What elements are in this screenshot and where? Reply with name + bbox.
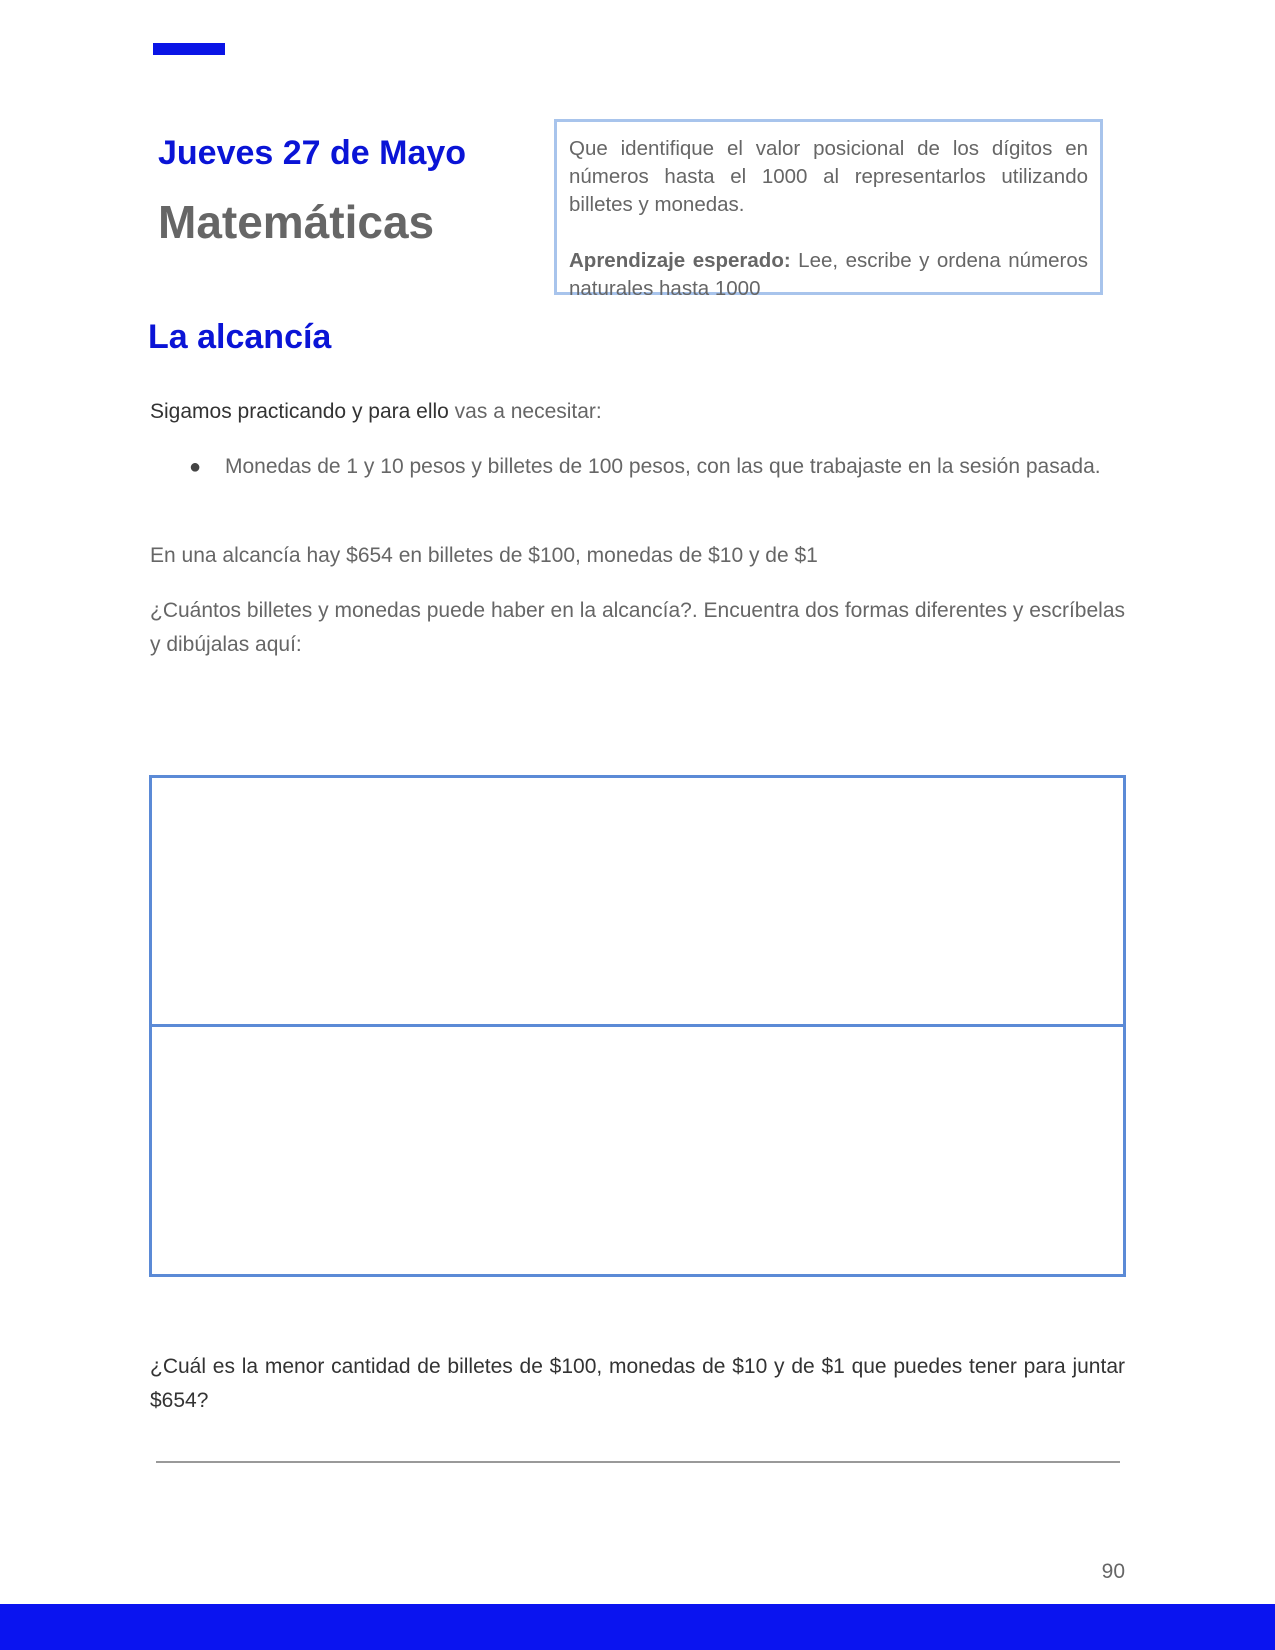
expected-learning-label: Aprendizaje esperado: <box>569 249 791 272</box>
top-accent-bar <box>153 43 225 55</box>
intro-rest: vas a necesitar: <box>448 400 602 423</box>
list-item-text: Monedas de 1 y 10 pesos y billetes de 100 pesos, con las que trabajaste en la sesión pasada. <box>225 455 1101 478</box>
expected-learning-text: Lee, escribe y ordena números naturales hasta 1000 <box>569 249 1088 300</box>
date-heading: Jueves 27 de Mayo <box>158 134 467 172</box>
objective-purpose: Que identifique el valor posicional de los dígitos en números hasta el 1000 al representarlos utilizando billetes y monedas. <box>569 137 1088 216</box>
section-title: La alcancía <box>148 318 332 356</box>
footer-bar <box>0 1604 1275 1650</box>
objective-box <box>554 119 1103 300</box>
intro-lead: Sigamos practicando y para ello <box>150 400 449 423</box>
bullet-icon: ● <box>189 456 202 478</box>
expected-learning <box>569 247 1088 303</box>
question-two-ways: ¿Cuántos billetes y monedas puede haber en la alcancía?. Encuentra dos formas diferentes y escríbelas y dibújalas aquí: <box>150 599 1125 656</box>
materials-list <box>150 450 1125 484</box>
subject-heading: Matemáticas <box>158 196 435 248</box>
answer-line[interactable] <box>156 1461 1120 1463</box>
question-least-amount: ¿Cuál es la menor cantidad de billetes de $100, monedas de $10 y de $1 que puedes tener para juntar $654? <box>150 1355 1125 1412</box>
piggy-bank-statement: En una alcancía hay $654 en billetes de $100, monedas de $10 y de $1 <box>150 544 818 567</box>
page-number: 90 <box>1101 1560 1125 1583</box>
answer-box-first-way[interactable] <box>149 775 1126 1027</box>
answer-box-second-way[interactable] <box>149 1024 1126 1277</box>
intro-text <box>150 395 1125 429</box>
list-item <box>150 450 1125 484</box>
